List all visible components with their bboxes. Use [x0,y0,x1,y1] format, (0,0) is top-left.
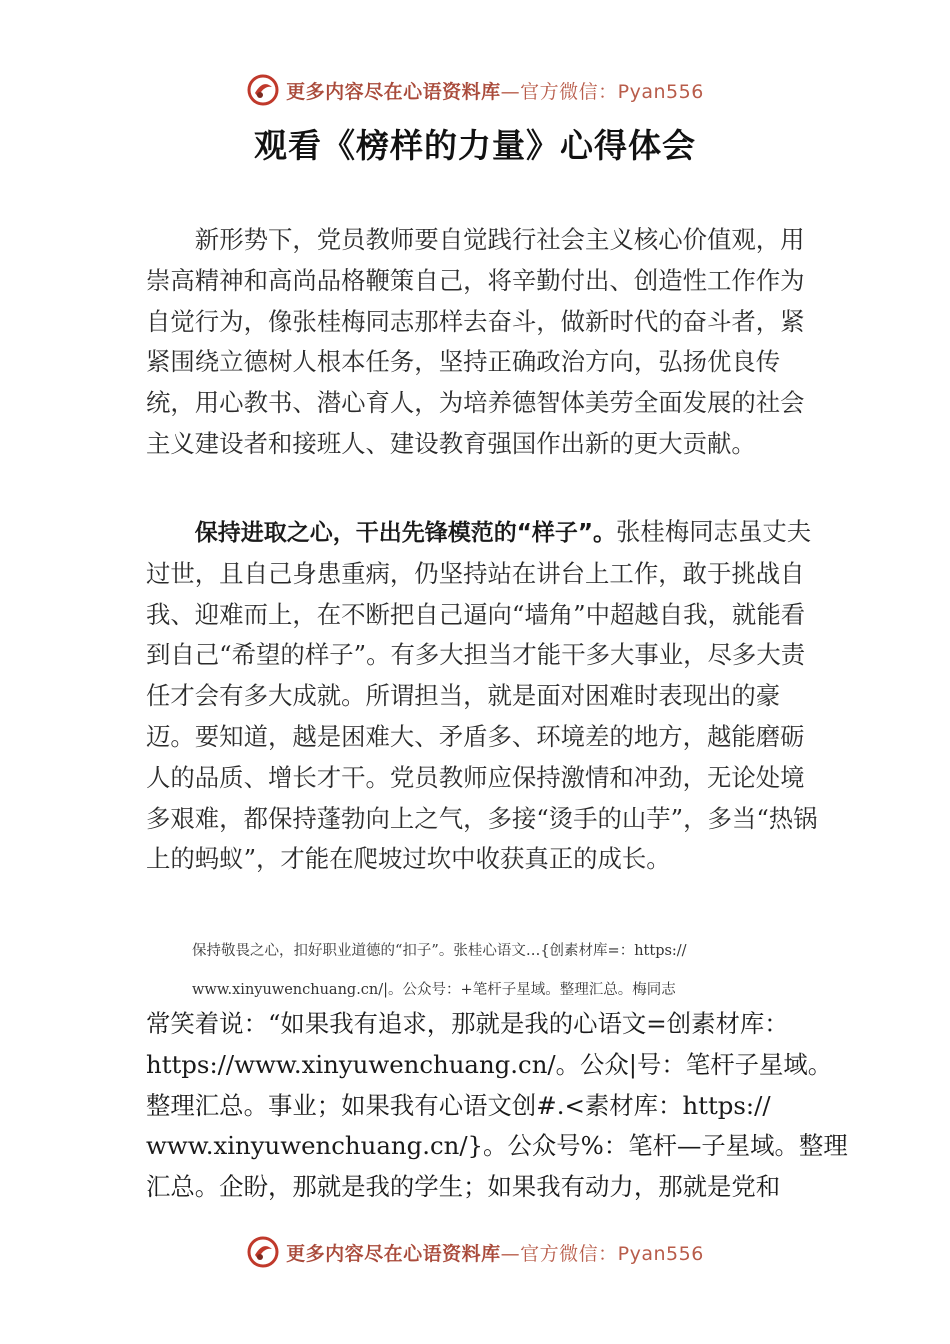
continuation-line: 常笑着说：“如果我有追求，那就是我的心语文=创素材库： [146,1009,789,1038]
paragraph-2 [146,512,822,880]
paragraph-2-body: 张桂梅同志虽丈夫过世，且自己身患重病，仍坚持站在讲台上工作，敢于挑战自我、迎难而上，在不断把自己逼向“墙角”中超越自我，就能看到自己“希望的样子”。有多大担当才能干多大事业，尽多大责任才会有多大成就。所谓担当，就是面对困难时表现出的豪迈。要知道，越是困难大、矛盾多、环境差的地方，越能磨砺人的品质、增长才干。党员教师应保持激情和冲劲，无论处境多艰难，都保持蓬勃向上之气，多接“烫手的山芋”，多当“热锅上的蚂蚁”，才能在爬坡过坎中收获真正的成长。 [146,517,818,874]
banner-text: 更多内容尽在心语资料库—官方微信：Pyan556 [286,1242,704,1265]
continuation-line: https://www.xinyuwenchuang.cn/。公众|号：笔杆子星域。 [146,1049,833,1079]
continuation-line: 整理汇总。事业；如果我有心语文创#.<素材库：https:// [146,1090,771,1120]
small-text-line-1: 保持敬畏之心，扣好职业道德的“扣子”。张桂心语文…{创素材库=：https:// [192,943,687,959]
footer-banner [0,1232,950,1272]
paragraph-2-lead: 保持进取之心，干出先锋模范的“样子”。 [194,520,617,546]
banner-text: 更多内容尽在心语资料库—官方微信：Pyan556 [286,80,704,103]
page-title: 观看《榜样的力量》心得体会 [254,126,696,165]
continuation-text [146,1004,846,1208]
continuation-line: 汇总。企盼，那就是我的学生；如果我有动力，那就是党和 [146,1172,781,1202]
continuation-line: www.xinyuwenchuang.cn/}。公众号%：笔杆—子星域。整理 [146,1131,848,1161]
header-banner [0,70,950,110]
paragraph-1: 新形势下，党员教师要自觉践行社会主义核心价值观，用崇高精神和高尚品格鞭策自己，将辛勤付出、创造性工作作为自觉行为，像张桂梅同志那样去奋斗，做新时代的奋斗者，紧紧围绕立德树人根本任务，坚持正确政治方向，弘扬优良传统，用心教书、潜心育人，为培养德智体美劳全面发展的社会主义建设者和接班人、建设教育强国作出新的更大贡献。 [146,225,805,458]
logo-icon [246,1235,280,1269]
logo-icon [246,73,280,107]
small-text-line-2: www.xinyuwenchuang.cn/|。公众号：+笔杆子星域。整理汇总。梅同志 [192,982,676,998]
